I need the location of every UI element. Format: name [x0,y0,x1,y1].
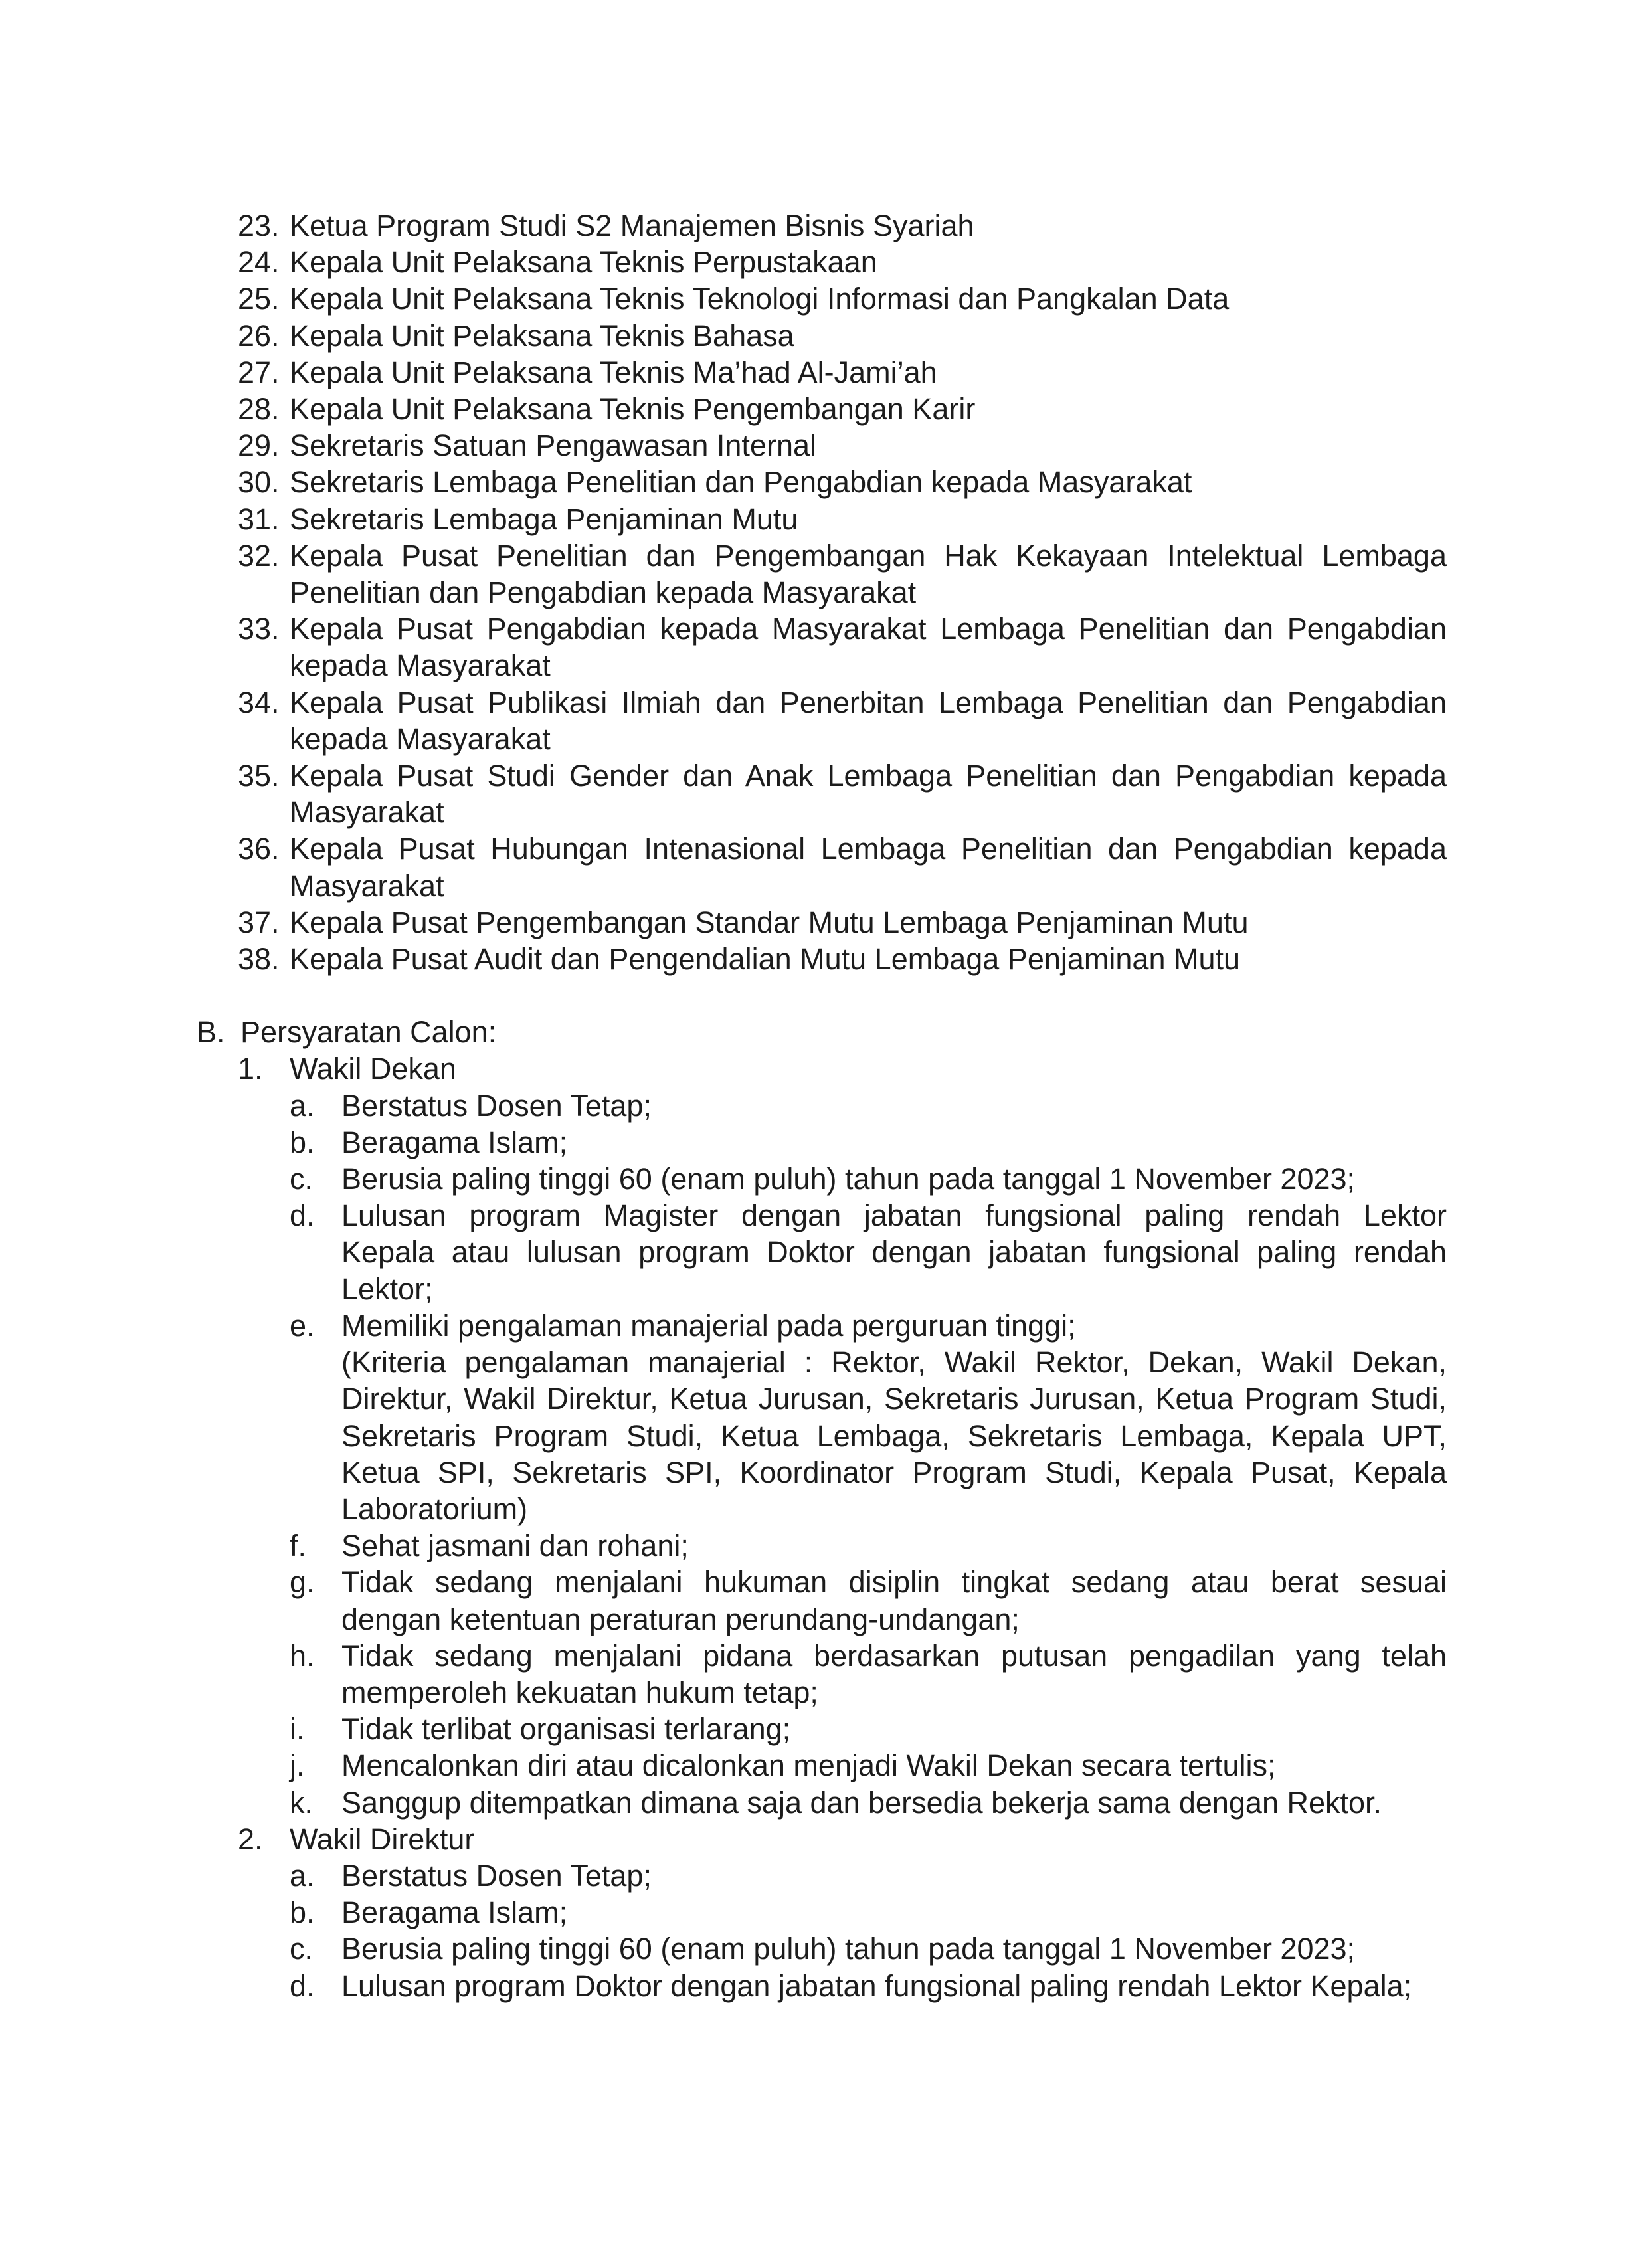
requirement-continuation [290,1344,1447,1380]
list-item [238,684,1447,721]
subsection-title: Wakil Dekan [290,1052,456,1086]
section-heading [197,1014,1447,1050]
list-number: 24. [238,245,280,280]
requirement-text-line: dengan ketentuan peraturan perundang-undangan; [341,1602,1020,1636]
requirement-text-line: Sekretaris Program Studi, Ketua Lembaga, Sekretaris Lembaga, Kepala UPT, [341,1418,1447,1453]
list-item-continuation [238,868,1447,904]
list-item [238,941,1447,977]
list-item-continuation [238,647,1447,684]
list-item-continuation [238,721,1447,757]
requirement-continuation [290,1601,1447,1638]
list-text: Kepala Pusat Pengembangan Standar Mutu Lembaga Penjaminan Mutu [290,905,1249,939]
requirement-text-line: Tidak sedang menjalani pidana berdasarkan putusan pengadilan yang telah [341,1638,1447,1673]
list-text: Kepala Pusat Audit dan Pengendalian Mutu Lembaga Penjaminan Mutu [290,942,1241,977]
requirement-item [290,1197,1447,1234]
list-text-line: Penelitian dan Pengabdian kepada Masyarakat [290,575,917,610]
list-item [238,354,1447,391]
requirement-letter: a. [290,1858,315,1893]
list-item [238,427,1447,464]
requirement-text: Berusia paling tinggi 60 (enam puluh) tahun pada tanggal 1 November 2023; [341,1162,1356,1196]
requirement-item [290,1894,1447,1931]
list-item [238,207,1447,244]
list-item-continuation [238,574,1447,611]
list-item [238,318,1447,354]
requirement-letter: g. [290,1565,315,1600]
requirement-text-line: Lulusan program Magister dengan jabatan fungsional paling rendah Lektor [341,1198,1447,1233]
list-number: 36. [238,832,280,866]
list-item [238,537,1447,574]
requirement-text: Sehat jasmani dan rohani; [341,1529,689,1563]
requirement-continuation [290,1271,1447,1307]
list-number: 31. [238,502,280,536]
requirement-text-line: Tidak sedang menjalani hukuman disiplin tingkat sedang atau berat sesuai [341,1565,1447,1600]
list-text-line: kepada Masyarakat [290,721,551,756]
list-text: Kepala Unit Pelaksana Teknis Bahasa [290,318,794,353]
requirement-continuation [290,1418,1447,1454]
list-text: Ketua Program Studi S2 Manajemen Bisnis Syariah [290,209,974,242]
requirement-letter: h. [290,1638,315,1673]
requirement-item [290,1747,1447,1784]
list-number: 32. [238,538,280,573]
requirement-text-line: Ketua SPI, Sekretaris SPI, Koordinator Program Studi, Kepala Pusat, Kepala [341,1455,1447,1489]
requirement-letter: j. [290,1748,305,1783]
list-text-line: Kepala Pusat Publikasi Ilmiah dan Penerbitan Lembaga Penelitian dan Pengabdian [290,685,1447,719]
list-number: 28. [238,392,280,426]
list-text: Kepala Unit Pelaksana Teknis Teknologi Informasi dan Pangkalan Data [290,282,1230,316]
list-number: 33. [238,612,280,646]
position-list [0,207,1642,977]
list-text-line: Masyarakat [290,868,444,903]
requirement-letter: d. [290,1198,315,1233]
requirement-text-line: memperoleh kekuatan hukum tetap; [341,1675,818,1709]
subsection-title: Wakil Direktur [290,1822,475,1856]
requirement-continuation [290,1234,1447,1270]
requirement-letter: f. [290,1529,307,1563]
list-number: 35. [238,759,280,793]
section-letter: B. [197,1015,225,1050]
requirement-text-line: Lektor; [341,1272,433,1306]
requirement-item [290,1087,1447,1124]
list-text-line: Masyarakat [290,795,444,830]
subsection-heading [238,1050,1447,1087]
list-item [238,391,1447,427]
list-text-line: Kepala Pusat Penelitian dan Pengembangan Hak Kekayaan Intelektual Lembaga [290,538,1447,573]
list-number: 29. [238,428,280,463]
section-title: Persyaratan Calon: [240,1015,497,1050]
requirement-letter: b. [290,1125,315,1159]
requirement-continuation [290,1454,1447,1491]
requirement-item [290,1857,1447,1894]
list-number: 23. [238,209,280,242]
requirement-item [290,1527,1447,1564]
requirement-item [290,1711,1447,1747]
list-number: 34. [238,685,280,719]
list-item [238,244,1447,280]
list-number: 27. [238,355,280,389]
requirement-text: Beragama Islam; [341,1895,568,1930]
requirement-continuation [290,1380,1447,1417]
list-text-line: Kepala Pusat Pengabdian kepada Masyarakat Lembaga Penelitian dan Pengabdian [290,612,1447,646]
list-text: Kepala Unit Pelaksana Teknis Ma’had Al-Jami’ah [290,355,937,389]
list-number: 37. [238,905,280,939]
list-text: Kepala Unit Pelaksana Teknis Pengembangan Karir [290,392,976,426]
requirement-letter: k. [290,1785,314,1820]
requirement-text: Mencalonkan diri atau dicalonkan menjadi Wakil Dekan secara tertulis; [341,1748,1276,1783]
list-item-continuation [238,794,1447,830]
list-text: Kepala Unit Pelaksana Teknis Perpustakaan [290,245,877,280]
requirement-letter: i. [290,1712,305,1747]
requirement-text: Tidak terlibat organisasi terlarang; [341,1712,791,1747]
list-number: 25. [238,282,280,316]
subsection-number: 2. [238,1822,263,1856]
requirement-continuation [290,1674,1447,1711]
list-text-line: Kepala Pusat Studi Gender dan Anak Lembaga Penelitian dan Pengabdian kepada [290,759,1447,793]
list-item [238,830,1447,867]
requirement-continuation [290,1491,1447,1527]
list-number: 30. [238,465,280,500]
list-item [238,611,1447,647]
requirement-text-line: Memiliki pengalaman manajerial pada perguruan tinggi; [341,1308,1076,1343]
list-text-line: Kepala Pusat Hubungan Intenasional Lembaga Penelitian dan Pengabdian kepada [290,832,1447,866]
requirement-item [290,1161,1447,1197]
requirement-text: Sanggup ditempatkan dimana saja dan bersedia bekerja sama dengan Rektor. [341,1785,1382,1820]
requirement-item [290,1638,1447,1674]
requirement-text: Berstatus Dosen Tetap; [341,1858,652,1893]
requirement-text-line: Laboratorium) [341,1491,528,1526]
requirement-letter: e. [290,1308,315,1343]
list-number: 38. [238,942,280,977]
subsection-number: 1. [238,1052,263,1086]
requirement-letter: c. [290,1162,314,1196]
list-text: Sekretaris Lembaga Penelitian dan Pengabdian kepada Masyarakat [290,465,1192,500]
requirement-letter: d. [290,1968,315,2003]
list-item [238,904,1447,941]
list-text: Sekretaris Lembaga Penjaminan Mutu [290,502,798,536]
requirement-item [290,1307,1447,1344]
requirement-text: Lulusan program Doktor dengan jabatan fungsional paling rendah Lektor Kepala; [341,1968,1412,2003]
list-item [238,501,1447,537]
list-number: 26. [238,318,280,353]
requirement-letter: a. [290,1088,315,1123]
list-item [238,464,1447,500]
requirement-item [290,1564,1447,1600]
requirement-text: Berusia paling tinggi 60 (enam puluh) tahun pada tanggal 1 November 2023; [341,1932,1356,1966]
requirement-item [290,1784,1447,1821]
requirement-text: Berstatus Dosen Tetap; [341,1088,652,1123]
requirement-item [290,1968,1447,2004]
requirement-item [290,1124,1447,1161]
requirement-item [290,1931,1447,1967]
requirement-letter: b. [290,1895,315,1930]
requirement-text-line: Kepala atau lulusan program Doktor dengan jabatan fungsional paling rendah [341,1235,1447,1270]
list-text: Sekretaris Satuan Pengawasan Internal [290,428,816,463]
list-item [238,757,1447,794]
requirement-text: Beragama Islam; [341,1125,568,1159]
list-item [238,280,1447,317]
requirement-text-line: Direktur, Wakil Direktur, Ketua Jurusan, Sekretaris Jurusan, Ketua Program Studi, [341,1382,1447,1416]
requirement-text-line: (Kriteria pengalaman manajerial : Rektor, Wakil Rektor, Dekan, Wakil Dekan, [341,1345,1447,1380]
requirement-letter: c. [290,1932,314,1966]
list-text-line: kepada Masyarakat [290,648,551,683]
subsection-heading [238,1821,1447,1857]
